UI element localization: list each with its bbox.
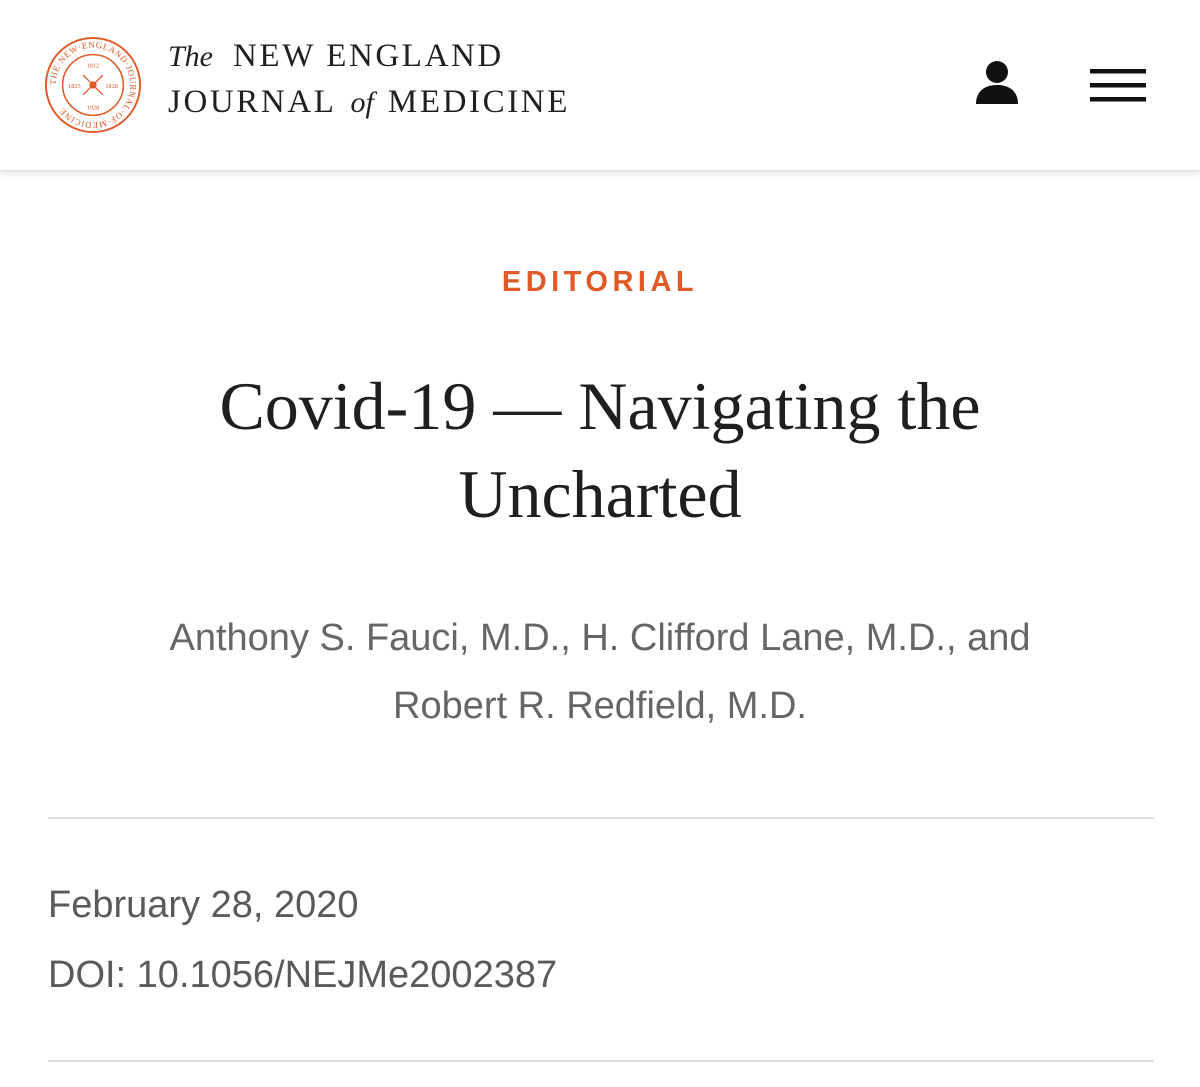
- divider: [48, 1060, 1154, 1062]
- publication-date: February 28, 2020: [48, 884, 359, 926]
- wordmark-the: The: [168, 40, 213, 73]
- hamburger-menu-icon: [1090, 66, 1146, 106]
- nejm-seal-logo[interactable]: [44, 36, 142, 134]
- wordmark-journal: JOURNAL: [168, 84, 337, 120]
- site-header: [0, 0, 1200, 171]
- divider: [48, 817, 1154, 819]
- article-type-label: EDITORIAL: [501, 266, 699, 298]
- journal-wordmark[interactable]: [168, 40, 570, 119]
- seal-year-right: 1828: [105, 82, 118, 90]
- article-authors: [60, 604, 1140, 740]
- wordmark-of: of: [350, 86, 374, 119]
- doi-link[interactable]: DOI: 10.1056/NEJMe2002387: [48, 954, 558, 996]
- seal-year-left: 1823: [68, 82, 81, 90]
- account-button[interactable]: [974, 58, 1020, 106]
- authors-line-2: Robert R. Redfield, M.D.: [393, 685, 807, 727]
- seal-year-top: 1812: [86, 62, 100, 70]
- article-meta: [48, 870, 557, 1010]
- wordmark-new-england: NEW ENGLAND: [233, 38, 504, 74]
- wordmark-medicine: MEDICINE: [387, 84, 571, 120]
- menu-button[interactable]: [1090, 66, 1146, 106]
- article-title: Covid-19 — Navigating the Uncharted: [219, 368, 981, 532]
- person-icon: [974, 58, 1020, 106]
- seal-year-bottom: 1928: [86, 104, 100, 112]
- caduceus-icon: [83, 75, 103, 95]
- authors-line-1: Anthony S. Fauci, M.D., H. Clifford Lane, M.D., and: [169, 617, 1031, 659]
- seal-ring-text: THE·NEW·ENGLAND·JOURNAL·OF·MEDICINE: [47, 39, 139, 131]
